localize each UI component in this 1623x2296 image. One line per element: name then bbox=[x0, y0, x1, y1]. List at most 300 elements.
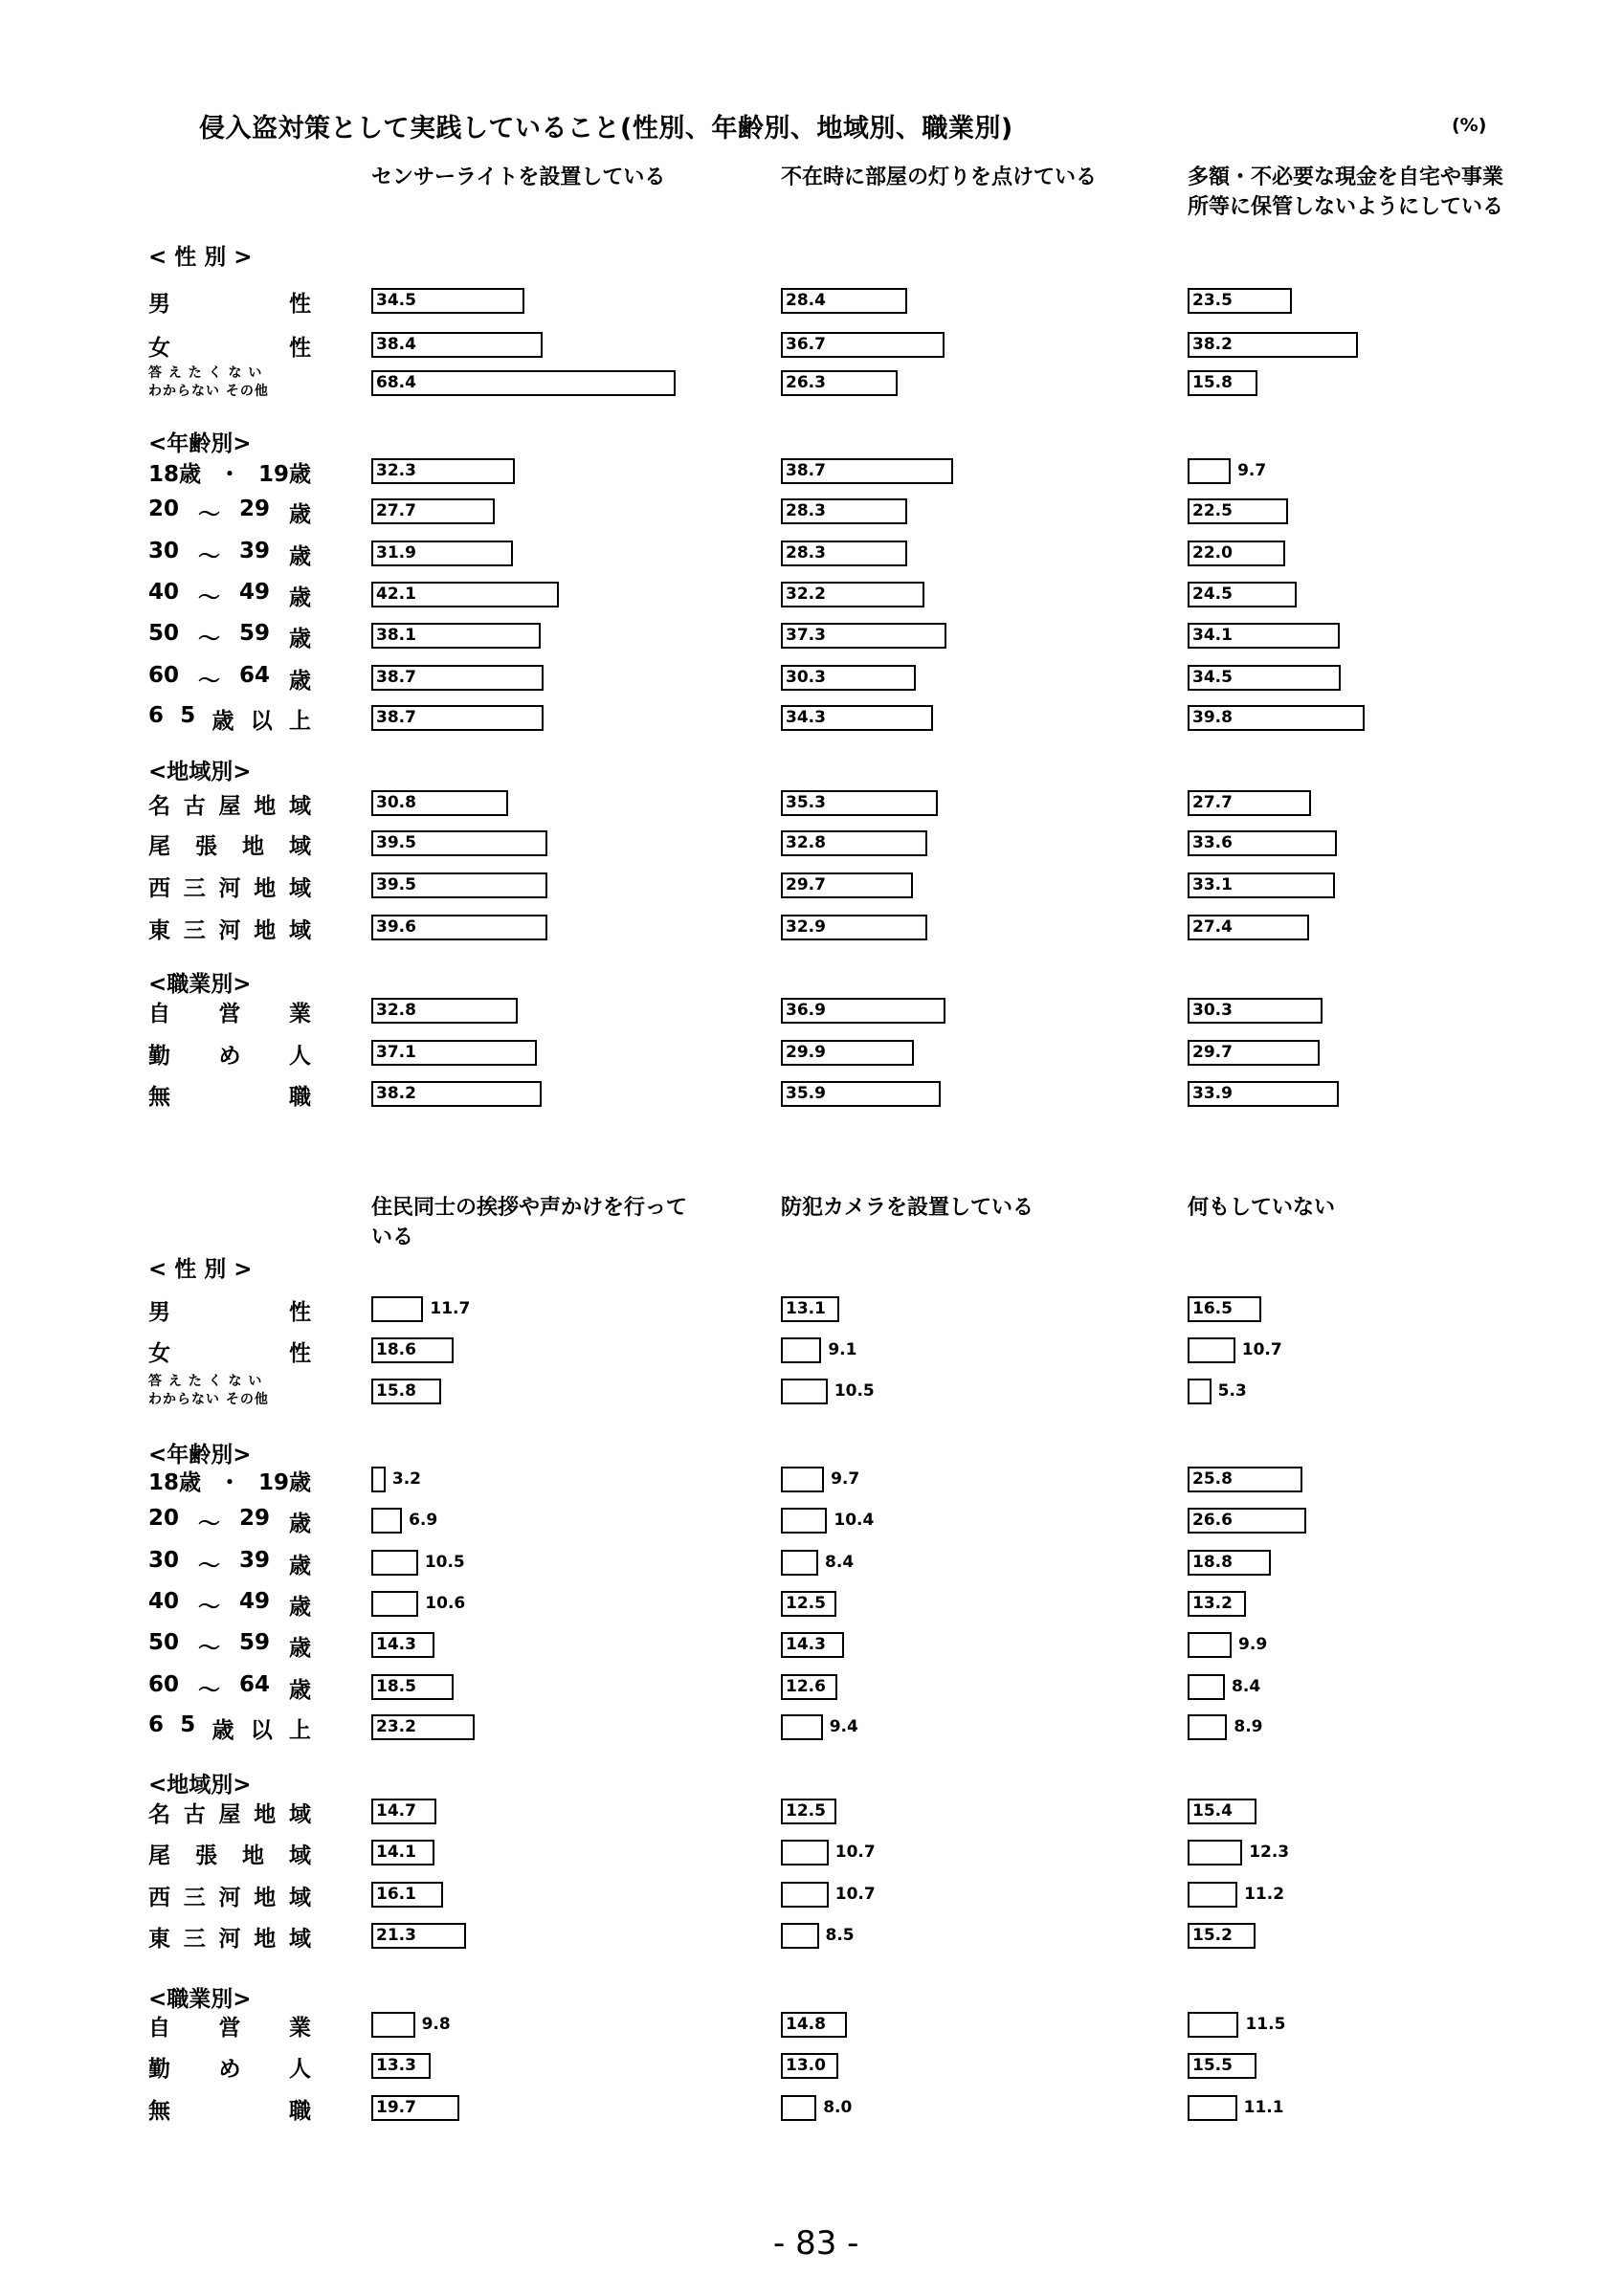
row-label bbox=[148, 1038, 311, 1070]
row-label bbox=[148, 2093, 311, 2125]
data-label: 24.5 bbox=[1192, 585, 1233, 604]
data-label: 34.3 bbox=[786, 708, 826, 727]
row-label-part: 三 bbox=[183, 1927, 206, 1952]
row-label-part: 東 bbox=[148, 918, 170, 943]
row-label-part: ～ bbox=[198, 1512, 220, 1536]
row-label-part: 18歳 bbox=[148, 1470, 202, 1495]
data-label: 34.5 bbox=[376, 291, 416, 310]
data-label: 32.3 bbox=[376, 461, 416, 480]
data-label: 39.6 bbox=[376, 917, 416, 937]
row-label-part: 歳 bbox=[288, 544, 311, 569]
row-label-part: ～ bbox=[198, 585, 220, 610]
bar bbox=[1188, 1882, 1237, 1908]
row-label-part: 40 bbox=[148, 580, 180, 605]
row-label bbox=[148, 2010, 311, 2042]
data-label: 18.6 bbox=[376, 1340, 416, 1359]
bar bbox=[781, 1550, 818, 1576]
bar bbox=[1188, 1337, 1235, 1363]
row-label-part: 地 bbox=[242, 834, 264, 859]
data-label: 37.1 bbox=[376, 1043, 416, 1062]
row-label-part: 歳 bbox=[288, 502, 311, 527]
row-label-part: 域 bbox=[289, 876, 311, 901]
bar bbox=[1188, 1632, 1232, 1658]
row-label-part: 域 bbox=[289, 1927, 311, 1952]
data-label: 34.1 bbox=[1192, 626, 1233, 645]
data-label: 39.8 bbox=[1192, 708, 1233, 727]
data-label: 14.3 bbox=[786, 1635, 826, 1654]
data-label: 11.2 bbox=[1244, 1885, 1285, 1904]
bar bbox=[1188, 1674, 1225, 1700]
data-label: 29.9 bbox=[786, 1043, 826, 1062]
row-label bbox=[148, 497, 311, 528]
row-label-part: 20 bbox=[148, 1506, 180, 1531]
data-label: 16.5 bbox=[1192, 1299, 1233, 1318]
data-label: 27.7 bbox=[376, 501, 416, 520]
bar bbox=[371, 370, 676, 396]
data-label: 9.7 bbox=[831, 1469, 860, 1489]
row-label bbox=[148, 621, 311, 652]
row-label-part: 60 bbox=[148, 1672, 180, 1697]
bar bbox=[1188, 458, 1231, 484]
data-label: 12.5 bbox=[786, 1801, 826, 1821]
series-header: 多額・不必要な現金を自宅や事業所等に保管しないようにしている bbox=[1188, 166, 1504, 219]
data-label: 38.4 bbox=[376, 335, 416, 354]
row-label-part: 域 bbox=[289, 794, 311, 819]
row-label bbox=[148, 1921, 311, 1953]
row-label-part: 営 bbox=[218, 1002, 241, 1027]
data-label: 15.2 bbox=[1192, 1926, 1233, 1945]
row-label bbox=[148, 663, 311, 695]
data-label: 26.3 bbox=[786, 373, 826, 392]
row-label-line: わからない その他 bbox=[148, 1392, 269, 1407]
bar bbox=[371, 1508, 402, 1534]
row-label-part: ～ bbox=[198, 544, 220, 569]
data-label: 38.7 bbox=[376, 668, 416, 687]
row-label-part: 人 bbox=[289, 2057, 311, 2082]
data-label: 22.5 bbox=[1192, 501, 1233, 520]
data-label: 10.7 bbox=[834, 1885, 876, 1904]
row-label-part: 古 bbox=[183, 1802, 206, 1827]
series-header: 住民同士の挨拶や声かけを行っている bbox=[371, 1196, 688, 1249]
data-label: 8.0 bbox=[823, 2098, 853, 2117]
data-label: 33.1 bbox=[1192, 875, 1233, 894]
row-label bbox=[148, 1548, 311, 1579]
data-label: 38.2 bbox=[376, 1084, 416, 1103]
data-label: 23.2 bbox=[376, 1717, 416, 1736]
row-label-part: 性 bbox=[289, 336, 311, 361]
row-label-part: 地 bbox=[254, 918, 277, 943]
data-label: 10.6 bbox=[425, 1594, 466, 1613]
row-label-part: 歳 bbox=[288, 1554, 311, 1578]
row-label-part: 名 bbox=[148, 794, 170, 819]
series-header: 防犯カメラを設置している bbox=[781, 1196, 1034, 1220]
bar bbox=[781, 1714, 823, 1740]
row-label bbox=[148, 1589, 311, 1621]
row-label bbox=[148, 1838, 311, 1869]
data-label: 18.8 bbox=[1192, 1553, 1233, 1572]
row-label bbox=[148, 1465, 311, 1496]
row-label-line: わからない その他 bbox=[148, 384, 269, 399]
row-label bbox=[148, 1294, 311, 1326]
row-label-part: 49 bbox=[238, 580, 270, 605]
data-label: 8.5 bbox=[825, 1926, 855, 1945]
row-label-part: 性 bbox=[289, 1341, 311, 1366]
data-label: 35.3 bbox=[786, 793, 826, 812]
row-label-part: 歳 bbox=[288, 1636, 311, 1661]
row-label-part: 5 bbox=[180, 1712, 196, 1737]
series-header: センサーライトを設置している bbox=[371, 166, 666, 189]
row-label-part: 歳 bbox=[211, 1718, 234, 1743]
row-label-part: 歳 bbox=[288, 627, 311, 651]
data-label: 27.4 bbox=[1192, 917, 1233, 937]
row-label-part: 男 bbox=[148, 1300, 170, 1325]
data-label: 12.6 bbox=[786, 1677, 826, 1696]
section-header: <地域別> bbox=[148, 760, 252, 784]
data-label: 27.7 bbox=[1192, 793, 1233, 812]
row-label-part: 無 bbox=[148, 2099, 170, 2124]
row-label-part: 歳 bbox=[288, 669, 311, 694]
data-label: 9.8 bbox=[421, 2015, 451, 2034]
data-label: 36.9 bbox=[786, 1001, 826, 1020]
row-label-part: ～ bbox=[198, 627, 220, 651]
data-label: 39.5 bbox=[376, 833, 416, 852]
bar bbox=[1188, 1714, 1227, 1740]
row-label bbox=[148, 1079, 311, 1111]
bar bbox=[781, 1840, 829, 1866]
row-label-part: 屋 bbox=[218, 794, 241, 819]
data-label: 15.8 bbox=[1192, 373, 1233, 392]
data-label: 36.7 bbox=[786, 335, 826, 354]
data-label: 32.8 bbox=[376, 1001, 416, 1020]
bar bbox=[371, 1591, 418, 1617]
row-label-part: 域 bbox=[289, 1886, 311, 1910]
row-label bbox=[148, 1880, 311, 1911]
row-label-part: 営 bbox=[218, 2016, 241, 2041]
row-label-part: 自 bbox=[148, 2016, 170, 2041]
data-label: 13.0 bbox=[786, 2056, 826, 2075]
data-label: 15.5 bbox=[1192, 2056, 1233, 2075]
row-label-part: 河 bbox=[218, 1886, 241, 1910]
bar bbox=[781, 1337, 821, 1363]
data-label: 9.9 bbox=[1238, 1635, 1268, 1654]
data-label: 10.4 bbox=[834, 1511, 875, 1530]
row-label-part: 64 bbox=[238, 663, 270, 688]
row-label bbox=[148, 828, 311, 860]
row-label-part: 地 bbox=[254, 1802, 277, 1827]
row-label bbox=[148, 871, 311, 902]
row-label-part: 性 bbox=[289, 1300, 311, 1325]
row-label-part: ～ bbox=[198, 502, 220, 527]
data-label: 8.9 bbox=[1234, 1717, 1263, 1736]
data-label: 28.4 bbox=[786, 291, 826, 310]
bar bbox=[1188, 2095, 1237, 2121]
row-label-part: 59 bbox=[238, 1630, 270, 1655]
section-header: <年齢別> bbox=[148, 1443, 252, 1468]
row-label-part: 屋 bbox=[218, 1802, 241, 1827]
data-label: 9.4 bbox=[829, 1717, 858, 1736]
row-label-part: ～ bbox=[198, 669, 220, 694]
row-label-part: 無 bbox=[148, 1085, 170, 1110]
data-label: 39.5 bbox=[376, 875, 416, 894]
row-label-part: 河 bbox=[218, 876, 241, 901]
bar bbox=[371, 1296, 423, 1322]
row-label-part: 男 bbox=[148, 292, 170, 317]
data-label: 33.9 bbox=[1192, 1084, 1233, 1103]
data-label: 22.0 bbox=[1192, 543, 1233, 563]
row-label-part: ・ bbox=[218, 1470, 241, 1495]
row-label-part: 西 bbox=[148, 1886, 170, 1910]
data-label: 15.4 bbox=[1192, 1801, 1233, 1821]
data-label: 32.2 bbox=[786, 585, 826, 604]
data-label: 32.9 bbox=[786, 917, 826, 937]
data-label: 30.3 bbox=[1192, 1001, 1233, 1020]
row-label-part: 6 bbox=[148, 703, 165, 728]
row-label-part: 三 bbox=[183, 876, 206, 901]
row-label-part: 20 bbox=[148, 497, 180, 521]
row-label-part: 性 bbox=[289, 292, 311, 317]
row-label-part: 業 bbox=[289, 2016, 311, 2041]
row-label-part: 上 bbox=[288, 709, 311, 734]
row-label-part: 業 bbox=[289, 1002, 311, 1027]
section-header: <年齢別> bbox=[148, 431, 252, 456]
row-label-part: 三 bbox=[183, 918, 206, 943]
data-label: 28.3 bbox=[786, 501, 826, 520]
data-label: 12.3 bbox=[1249, 1843, 1290, 1862]
row-label-part: ～ bbox=[198, 1636, 220, 1661]
row-label-part: 地 bbox=[242, 1843, 264, 1868]
data-label: 16.1 bbox=[376, 1885, 416, 1904]
data-label: 14.3 bbox=[376, 1635, 416, 1654]
data-label: 38.7 bbox=[376, 708, 416, 727]
data-label: 26.6 bbox=[1192, 1511, 1233, 1530]
row-label-part: 39 bbox=[238, 539, 270, 563]
row-label-part: 29 bbox=[238, 497, 270, 521]
page-number: - 83 - bbox=[773, 2224, 859, 2263]
row-label-part: 19歳 bbox=[257, 462, 311, 487]
row-label-part: 18歳 bbox=[148, 462, 202, 487]
row-label-part: 64 bbox=[238, 1672, 270, 1697]
row-label-part: 三 bbox=[183, 1886, 206, 1910]
section-header: <職業別> bbox=[148, 972, 252, 997]
data-label: 42.1 bbox=[376, 585, 416, 604]
data-label: 28.3 bbox=[786, 543, 826, 563]
row-label-line: 答 え た く な い bbox=[148, 1374, 263, 1389]
row-label-part: 地 bbox=[254, 876, 277, 901]
row-label bbox=[148, 913, 311, 944]
row-label bbox=[148, 539, 311, 570]
data-label: 30.8 bbox=[376, 793, 416, 812]
row-label-part: 域 bbox=[289, 1843, 311, 1868]
data-label: 9.1 bbox=[828, 1340, 857, 1359]
data-label: 29.7 bbox=[1192, 1043, 1233, 1062]
data-label: 5.3 bbox=[1217, 1381, 1247, 1401]
row-label-part: 域 bbox=[289, 834, 311, 859]
data-label: 13.3 bbox=[376, 2056, 416, 2075]
row-label-part: 39 bbox=[238, 1548, 270, 1573]
data-label: 21.3 bbox=[376, 1926, 416, 1945]
row-label bbox=[148, 1373, 311, 1409]
row-label bbox=[148, 580, 311, 611]
row-label-part: 50 bbox=[148, 621, 180, 646]
bar bbox=[781, 1923, 819, 1949]
data-label: 8.4 bbox=[825, 1553, 855, 1572]
data-label: 11.5 bbox=[1245, 2015, 1286, 2034]
row-label-part: 尾 bbox=[148, 1843, 170, 1868]
row-label-part: 歳 bbox=[288, 1595, 311, 1620]
row-label bbox=[148, 1712, 311, 1744]
data-label: 12.5 bbox=[786, 1594, 826, 1613]
row-label bbox=[148, 1797, 311, 1828]
data-label: 8.4 bbox=[1232, 1677, 1261, 1696]
section-header: <地域別> bbox=[148, 1773, 252, 1798]
row-label-part: 地 bbox=[254, 1886, 277, 1910]
data-label: 6.9 bbox=[409, 1511, 438, 1530]
row-label bbox=[148, 456, 311, 488]
row-label bbox=[148, 286, 311, 318]
row-label-part: 40 bbox=[148, 1589, 180, 1614]
row-label-part: 域 bbox=[289, 918, 311, 943]
row-label-part: ～ bbox=[198, 1554, 220, 1578]
data-label: 10.5 bbox=[834, 1381, 875, 1401]
row-label-part: 以 bbox=[250, 1718, 273, 1743]
row-label bbox=[148, 996, 311, 1027]
data-label: 9.7 bbox=[1237, 461, 1267, 480]
bar bbox=[781, 1882, 829, 1908]
row-label-part: 名 bbox=[148, 1802, 170, 1827]
row-label-part: 東 bbox=[148, 1927, 170, 1952]
row-label-part: 尾 bbox=[148, 834, 170, 859]
data-label: 18.5 bbox=[376, 1677, 416, 1696]
data-label: 10.7 bbox=[1241, 1340, 1282, 1359]
data-label: 31.9 bbox=[376, 543, 416, 563]
data-label: 14.7 bbox=[376, 1801, 416, 1821]
row-label-part: ～ bbox=[198, 1678, 220, 1703]
row-label-part: 張 bbox=[195, 1843, 217, 1868]
data-label: 10.5 bbox=[424, 1553, 465, 1572]
row-label-part: 29 bbox=[238, 1506, 270, 1531]
row-label-part: 歳 bbox=[288, 1678, 311, 1703]
data-label: 25.8 bbox=[1192, 1469, 1233, 1489]
bar bbox=[781, 1467, 824, 1492]
row-label bbox=[148, 788, 311, 820]
row-label-part: 19歳 bbox=[257, 1470, 311, 1495]
data-label: 32.8 bbox=[786, 833, 826, 852]
bar bbox=[781, 1508, 827, 1534]
row-label-part: め bbox=[218, 1044, 241, 1069]
row-label-part: 歳 bbox=[288, 585, 311, 610]
row-label-part: 60 bbox=[148, 663, 180, 688]
data-label: 38.7 bbox=[786, 461, 826, 480]
row-label-part: 以 bbox=[250, 709, 273, 734]
row-label-part: 49 bbox=[238, 1589, 270, 1614]
row-label-part: 勤 bbox=[148, 2057, 170, 2082]
data-label: 19.7 bbox=[376, 2098, 416, 2117]
row-label-part: 域 bbox=[289, 1802, 311, 1827]
row-label-part: 女 bbox=[148, 1341, 170, 1366]
row-label-part: 地 bbox=[254, 1927, 277, 1952]
data-label: 3.2 bbox=[391, 1469, 421, 1489]
data-label: 13.1 bbox=[786, 1299, 826, 1318]
data-label: 37.3 bbox=[786, 626, 826, 645]
row-label-part: 6 bbox=[148, 1712, 165, 1737]
row-label-part: 張 bbox=[195, 834, 217, 859]
row-label-part: 50 bbox=[148, 1630, 180, 1655]
row-label-part: 歳 bbox=[288, 1512, 311, 1536]
row-label bbox=[148, 2051, 311, 2083]
row-label-part: 30 bbox=[148, 1548, 180, 1573]
row-label-part: 職 bbox=[289, 1085, 311, 1110]
bar bbox=[1188, 2012, 1238, 2038]
row-label-part: 人 bbox=[289, 1044, 311, 1069]
bar bbox=[1188, 1840, 1242, 1866]
section-header: < 性 別 > bbox=[148, 1257, 253, 1282]
row-label-part: 30 bbox=[148, 539, 180, 563]
series-header: 何もしていない bbox=[1188, 1196, 1336, 1220]
data-label: 29.7 bbox=[786, 875, 826, 894]
row-label bbox=[148, 1630, 311, 1662]
data-label: 33.6 bbox=[1192, 833, 1233, 852]
row-label-part: 歳 bbox=[211, 709, 234, 734]
row-label-part: ～ bbox=[198, 1595, 220, 1620]
row-label-part: 古 bbox=[183, 794, 206, 819]
data-label: 68.4 bbox=[376, 373, 416, 392]
row-label-line: 答 え た く な い bbox=[148, 365, 263, 381]
row-label-part: 自 bbox=[148, 1002, 170, 1027]
data-label: 38.2 bbox=[1192, 335, 1233, 354]
data-label: 15.8 bbox=[376, 1381, 416, 1401]
row-label bbox=[148, 330, 311, 362]
bar bbox=[371, 1550, 418, 1576]
row-label-part: 勤 bbox=[148, 1044, 170, 1069]
series-header: 不在時に部屋の灯りを点けている bbox=[781, 166, 1098, 189]
bar bbox=[781, 2095, 816, 2121]
row-label-part: 女 bbox=[148, 336, 170, 361]
data-label: 11.7 bbox=[430, 1299, 471, 1318]
row-label-part: 職 bbox=[289, 2099, 311, 2124]
data-label: 38.1 bbox=[376, 626, 416, 645]
section-header: <職業別> bbox=[148, 1987, 252, 2012]
row-label bbox=[148, 703, 311, 735]
bar bbox=[1188, 1379, 1212, 1404]
data-label: 14.1 bbox=[376, 1843, 416, 1862]
data-label: 34.5 bbox=[1192, 668, 1233, 687]
bar bbox=[371, 2012, 415, 2038]
bar bbox=[371, 1467, 386, 1492]
row-label bbox=[148, 364, 311, 401]
row-label-part: ・ bbox=[218, 462, 241, 487]
row-label bbox=[148, 1336, 311, 1367]
row-label-part: 59 bbox=[238, 621, 270, 646]
row-label-part: 西 bbox=[148, 876, 170, 901]
data-label: 14.8 bbox=[786, 2015, 826, 2034]
row-label-part: め bbox=[218, 2057, 241, 2082]
unit-label: (%) bbox=[1452, 115, 1487, 136]
data-label: 13.2 bbox=[1192, 1594, 1233, 1613]
page-title: 侵入盗対策として実践していること(性別、年齢別、地域別、職業別) bbox=[199, 114, 1013, 144]
row-label-part: 地 bbox=[254, 794, 277, 819]
row-label bbox=[148, 1672, 311, 1704]
bar bbox=[781, 1379, 828, 1404]
row-label bbox=[148, 1506, 311, 1537]
data-label: 23.5 bbox=[1192, 291, 1233, 310]
data-label: 30.3 bbox=[786, 668, 826, 687]
data-label: 35.9 bbox=[786, 1084, 826, 1103]
row-label-part: 河 bbox=[218, 1927, 241, 1952]
row-label-part: 5 bbox=[180, 703, 196, 728]
row-label-part: 上 bbox=[288, 1718, 311, 1743]
section-header: < 性 別 > bbox=[148, 245, 253, 270]
data-label: 10.7 bbox=[834, 1843, 876, 1862]
